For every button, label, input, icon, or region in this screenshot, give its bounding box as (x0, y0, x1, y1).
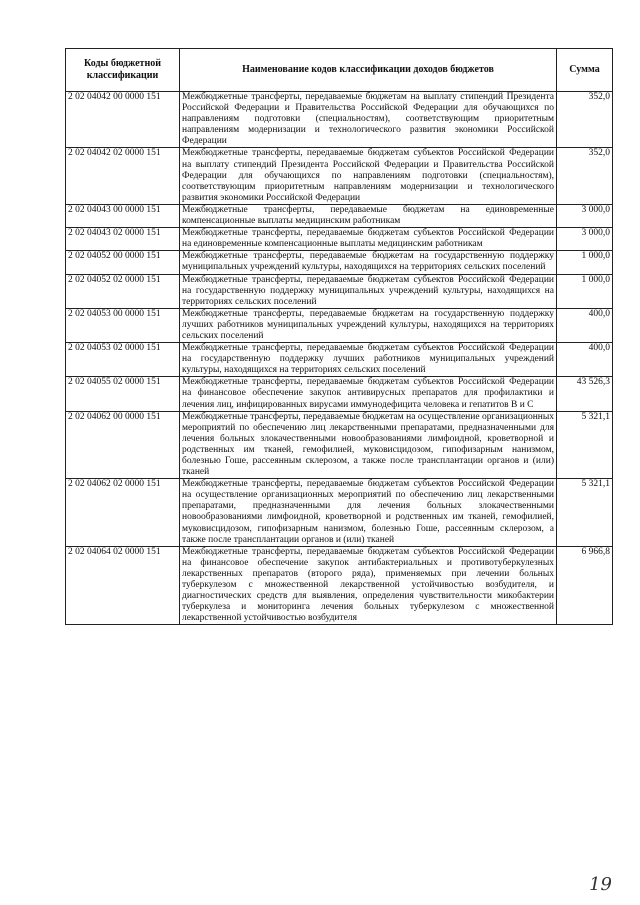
code-cell: 2 02 04042 02 0000 151 (66, 148, 180, 204)
table-row (66, 308, 613, 342)
code-cell: 2 02 04052 02 0000 151 (66, 274, 180, 308)
name-cell: Межбюджетные трансферты, передаваемые бюджетам субъектов Российской Федерации на выплату стипендий Президента Российской Федерации и Правительства Российской Федерации для обучающихся по направлениям подготовки (специальностям), соответствующим приоритетным направлениям модернизации и технологического развития экономики Российской Федерации (180, 148, 557, 204)
table-row (66, 148, 613, 204)
name-cell: Межбюджетные трансферты, передаваемые бюджетам субъектов Российской Федерации на государственную поддержку лучших работников муниципальных учреждений культуры, находящихся на территориях сельских поселений (180, 343, 557, 377)
table-row (66, 204, 613, 227)
code-cell: 2 02 04062 02 0000 151 (66, 479, 180, 547)
header-name: Наименование кодов классификации доходов бюджетов (180, 49, 557, 92)
name-cell: Межбюджетные трансферты, передаваемые бюджетам субъектов Российской Федерации на государственную поддержку муниципальных учреждений культуры, находящихся на территориях сельских поселений (180, 274, 557, 308)
name-cell: Межбюджетные трансферты, передаваемые бюджетам на осуществление организационных мероприятий по обеспечению лиц лекарственными препаратами, предназначенными для лечения больных злокачественными новообразованиями лимфоидной, кроветворной и родственных им тканей, гемофилией, муковисцидозом, гипофизарным нанизмом, болезнью Гоше, рассеянным склерозом, а также после трансплантации органов и (или) тканей (180, 411, 557, 479)
name-cell: Межбюджетные трансферты, передаваемые бюджетам субъектов Российской Федерации на финансовое обеспечение закупок антибактериальных и противотуберкулезных лекарственных препаратов (второго ряда), применяемых при лечении больных туберкулезом с множественной лекарственной устойчивостью возбудителя, и диагностических средств для выявления, определения чувствительности микобактерии туберкулеза и мониторинга лечения больных туберкулезом с множественной лекарственной устойчивостью возбудителя (180, 546, 557, 625)
amount-cell: 352,0 (557, 148, 613, 204)
table-row (66, 411, 613, 479)
table-row (66, 343, 613, 377)
code-cell: 2 02 04042 00 0000 151 (66, 92, 180, 148)
amount-cell: 3 000,0 (557, 228, 613, 251)
code-cell: 2 02 04053 00 0000 151 (66, 308, 180, 342)
table-header-row (66, 49, 613, 92)
code-cell: 2 02 04062 00 0000 151 (66, 411, 180, 479)
code-cell: 2 02 04053 02 0000 151 (66, 343, 180, 377)
amount-cell: 6 966,8 (557, 546, 613, 625)
header-code: Коды бюджетной классификации (66, 49, 180, 92)
amount-cell: 1 000,0 (557, 274, 613, 308)
code-cell: 2 02 04064 02 0000 151 (66, 546, 180, 625)
table-row (66, 228, 613, 251)
name-cell: Межбюджетные трансферты, передаваемые бюджетам на государственную поддержку муниципальных учреждений культуры, находящихся на территориях сельских поселений (180, 251, 557, 274)
name-cell: Межбюджетные трансферты, передаваемые бюджетам на единовременные компенсационные выплаты медицинским работникам (180, 204, 557, 227)
code-cell: 2 02 04043 00 0000 151 (66, 204, 180, 227)
amount-cell: 400,0 (557, 343, 613, 377)
amount-cell: 400,0 (557, 308, 613, 342)
table-row (66, 251, 613, 274)
amount-cell: 352,0 (557, 92, 613, 148)
page-number: 19 (589, 874, 612, 895)
amount-cell: 1 000,0 (557, 251, 613, 274)
table-row (66, 92, 613, 148)
table-row (66, 479, 613, 547)
table-row (66, 546, 613, 625)
budget-classification-table (65, 48, 613, 625)
amount-cell: 43 526,3 (557, 377, 613, 411)
code-cell: 2 02 04052 00 0000 151 (66, 251, 180, 274)
name-cell: Межбюджетные трансферты, передаваемые бюджетам субъектов Российской Федерации на единовременные компенсационные выплаты медицинским работникам (180, 228, 557, 251)
header-amount: Сумма (557, 49, 613, 92)
name-cell: Межбюджетные трансферты, передаваемые бюджетам на государственную поддержку лучших работников муниципальных учреждений культуры, находящихся на территориях сельских поселений (180, 308, 557, 342)
table-row (66, 274, 613, 308)
code-cell: 2 02 04043 02 0000 151 (66, 228, 180, 251)
amount-cell: 5 321,1 (557, 411, 613, 479)
name-cell: Межбюджетные трансферты, передаваемые бюджетам субъектов Российской Федерации на осуществление организационных мероприятий по обеспечению лиц лекарственными препаратами, предназначенными для лечения больных злокачественными новообразованиями лимфоидной, кроветворной и родственных им тканей, гемофилией, муковисцидозом, гипофизарным нанизмом, болезнью Гоше, рассеянным склерозом, а также после трансплантации органов и (или) тканей (180, 479, 557, 547)
name-cell: Межбюджетные трансферты, передаваемые бюджетам на выплату стипендий Президента Российской Федерации и Правительства Российской Федерации для обучающихся по направлениям подготовки (специальностям), соответствующим приоритетным направлениям модернизации и технологического развития экономики Российской Федерации (180, 92, 557, 148)
amount-cell: 3 000,0 (557, 204, 613, 227)
table-row (66, 377, 613, 411)
amount-cell: 5 321,1 (557, 479, 613, 547)
name-cell: Межбюджетные трансферты, передаваемые бюджетам субъектов Российской Федерации на финансовое обеспечение закупок антивирусных препаратов для профилактики и лечения лиц, инфицированных вирусами иммунодефицита человека и гепатитов В и С (180, 377, 557, 411)
code-cell: 2 02 04055 02 0000 151 (66, 377, 180, 411)
